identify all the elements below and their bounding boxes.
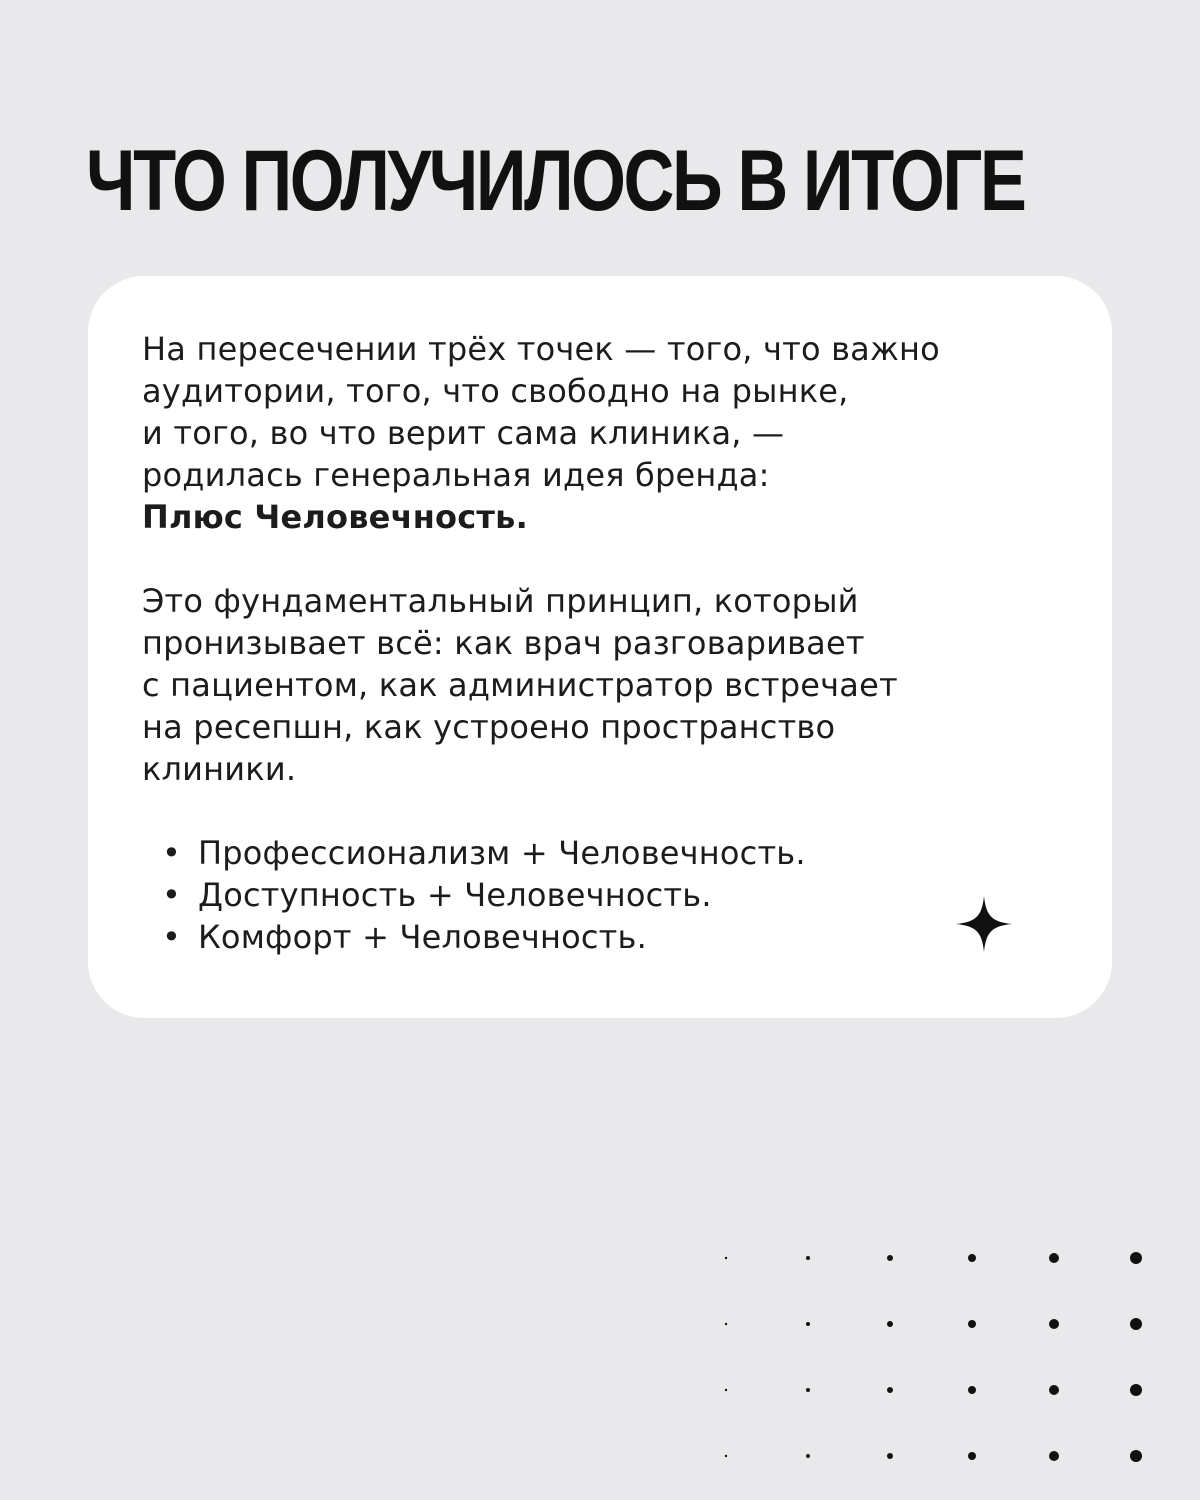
card-text	[142, 328, 1072, 958]
grid-dot	[1049, 1319, 1059, 1329]
grid-dot	[887, 1453, 893, 1459]
grid-dot	[1049, 1385, 1059, 1395]
grid-dot	[806, 1388, 810, 1392]
grid-dot	[725, 1323, 727, 1325]
principle-paragraph: Это фундаментальный принцип, который пронизывает всё: как врач разговаривает с пациентом, как администратор встречает на ресепшн, как устроено пространство клиники.	[142, 582, 898, 788]
intro-text: На пересечении трёх точек — того, что важно аудитории, того, что свободно на рынке, и того, во что верит сама клиника, — родилась генеральная идея бренда:	[142, 330, 940, 494]
grid-dot	[725, 1389, 727, 1391]
sparkle-icon	[956, 896, 1012, 952]
grid-dot	[1130, 1450, 1142, 1462]
grid-dot	[1049, 1451, 1059, 1461]
intro-paragraph	[142, 328, 1072, 538]
grid-dot	[968, 1254, 976, 1262]
page-title: ЧТО ПОЛУЧИЛОСЬ В ИТОГЕ	[86, 133, 1025, 229]
grid-dot	[968, 1452, 976, 1460]
brand-idea: Плюс Человечность.	[142, 498, 528, 536]
grid-dot	[1130, 1252, 1142, 1264]
grid-dot	[1130, 1384, 1142, 1396]
dot-grid-decoration	[700, 1230, 1170, 1480]
list-item: • Доступность + Человечность.	[142, 874, 1072, 916]
grid-dot	[806, 1454, 810, 1458]
list-item: • Профессионализм + Человечность.	[142, 832, 1072, 874]
grid-dot	[1049, 1253, 1059, 1263]
bullet-list	[142, 832, 1072, 958]
grid-dot	[725, 1257, 727, 1259]
grid-dot	[968, 1320, 976, 1328]
grid-dot	[725, 1455, 727, 1457]
grid-dot	[1130, 1318, 1142, 1330]
content-card	[88, 276, 1112, 1018]
grid-dot	[968, 1386, 976, 1394]
grid-dot	[887, 1321, 893, 1327]
grid-dot	[887, 1255, 893, 1261]
list-item: • Комфорт + Человечность.	[142, 916, 1072, 958]
grid-dot	[806, 1256, 810, 1260]
grid-dot	[887, 1387, 893, 1393]
grid-dot	[806, 1322, 810, 1326]
